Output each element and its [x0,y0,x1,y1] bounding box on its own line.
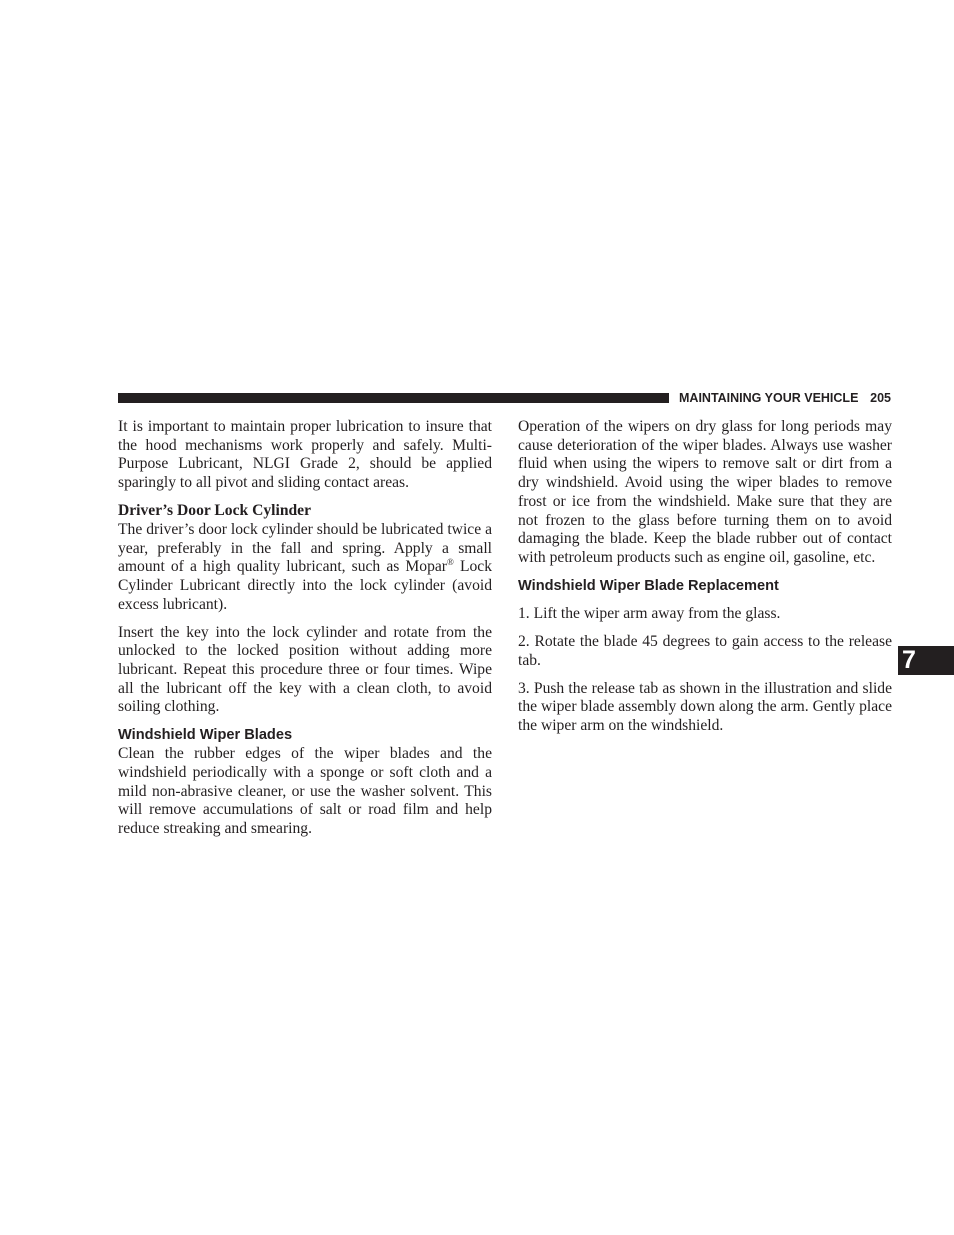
replacement-step-3: 3. Push the release tab as shown in the illustration and slide the wiper blade assembly down along the arm. Gently place the wiper arm on the windshield. [518,679,892,735]
running-header [679,390,891,406]
header-rule [118,393,669,403]
door-lock-heading: Driver’s Door Lock Cylinder [118,502,312,520]
door-lock-text-b: Lock Cylinder Lubricant directly into the lock cylinder (avoid excess lubricant). [118,558,492,613]
hood-lubrication-paragraph: It is important to maintain proper lubrication to insure that the hood mechanisms work properly and safely. Multi-Purpose Lubricant, NLGI Grade 2, should be applied sparingly to all pivot and sliding contact areas. [118,418,492,492]
page-number: 205 [870,391,891,405]
right-column [518,418,892,745]
door-lock-paragraph-1 [118,521,492,615]
wiper-blades-paragraph: Clean the rubber edges of the wiper blades and the windshield periodically with a sponge or soft cloth and a mild non-abrasive cleaner, or use the washer solvent. This will remove accumulations of salt or road film and help reduce streaking and smearing. [118,745,492,837]
registered-mark: ® [447,557,454,568]
replacement-step-2: 2. Rotate the blade 45 degrees to gain access to the release tab. [518,632,892,669]
wiper-replacement-heading: Windshield Wiper Blade Replacement [518,577,779,594]
door-lock-text-a: The driver’s door lock cylinder should be lubricated twice a year, preferably in the fall and spring. Apply a small amount of a high quality lubricant, such as Mopar [118,520,492,576]
wiper-operation-paragraph: Operation of the wipers on dry glass for long periods may cause deterioration of the wiper blades. Always use washer fluid when using the wipers to remove salt or dirt from a dry windshield. Avoid using the wiper blades to remove frost or ice from the windshield. Make sure that they are not frozen to the glass before turning them on to avoid damaging the blade. Keep the blade rubber out of contact with petroleum products such as engine oil, gasoline, etc. [518,418,892,566]
section-title: MAINTAINING YOUR VEHICLE [679,391,859,405]
wiper-blades-heading: Windshield Wiper Blades [118,727,293,744]
replacement-step-1: 1. Lift the wiper arm away from the glass. [518,604,781,622]
door-lock-paragraph-2: Insert the key into the lock cylinder and rotate from the unlocked to the locked position without adding more lubricant. Repeat this procedure three or four times. Wipe all the lubricant off the key with a clean cloth, to avoid soiling clothing. [118,623,492,716]
chapter-tab: 7 [898,646,954,675]
left-column [118,418,492,848]
